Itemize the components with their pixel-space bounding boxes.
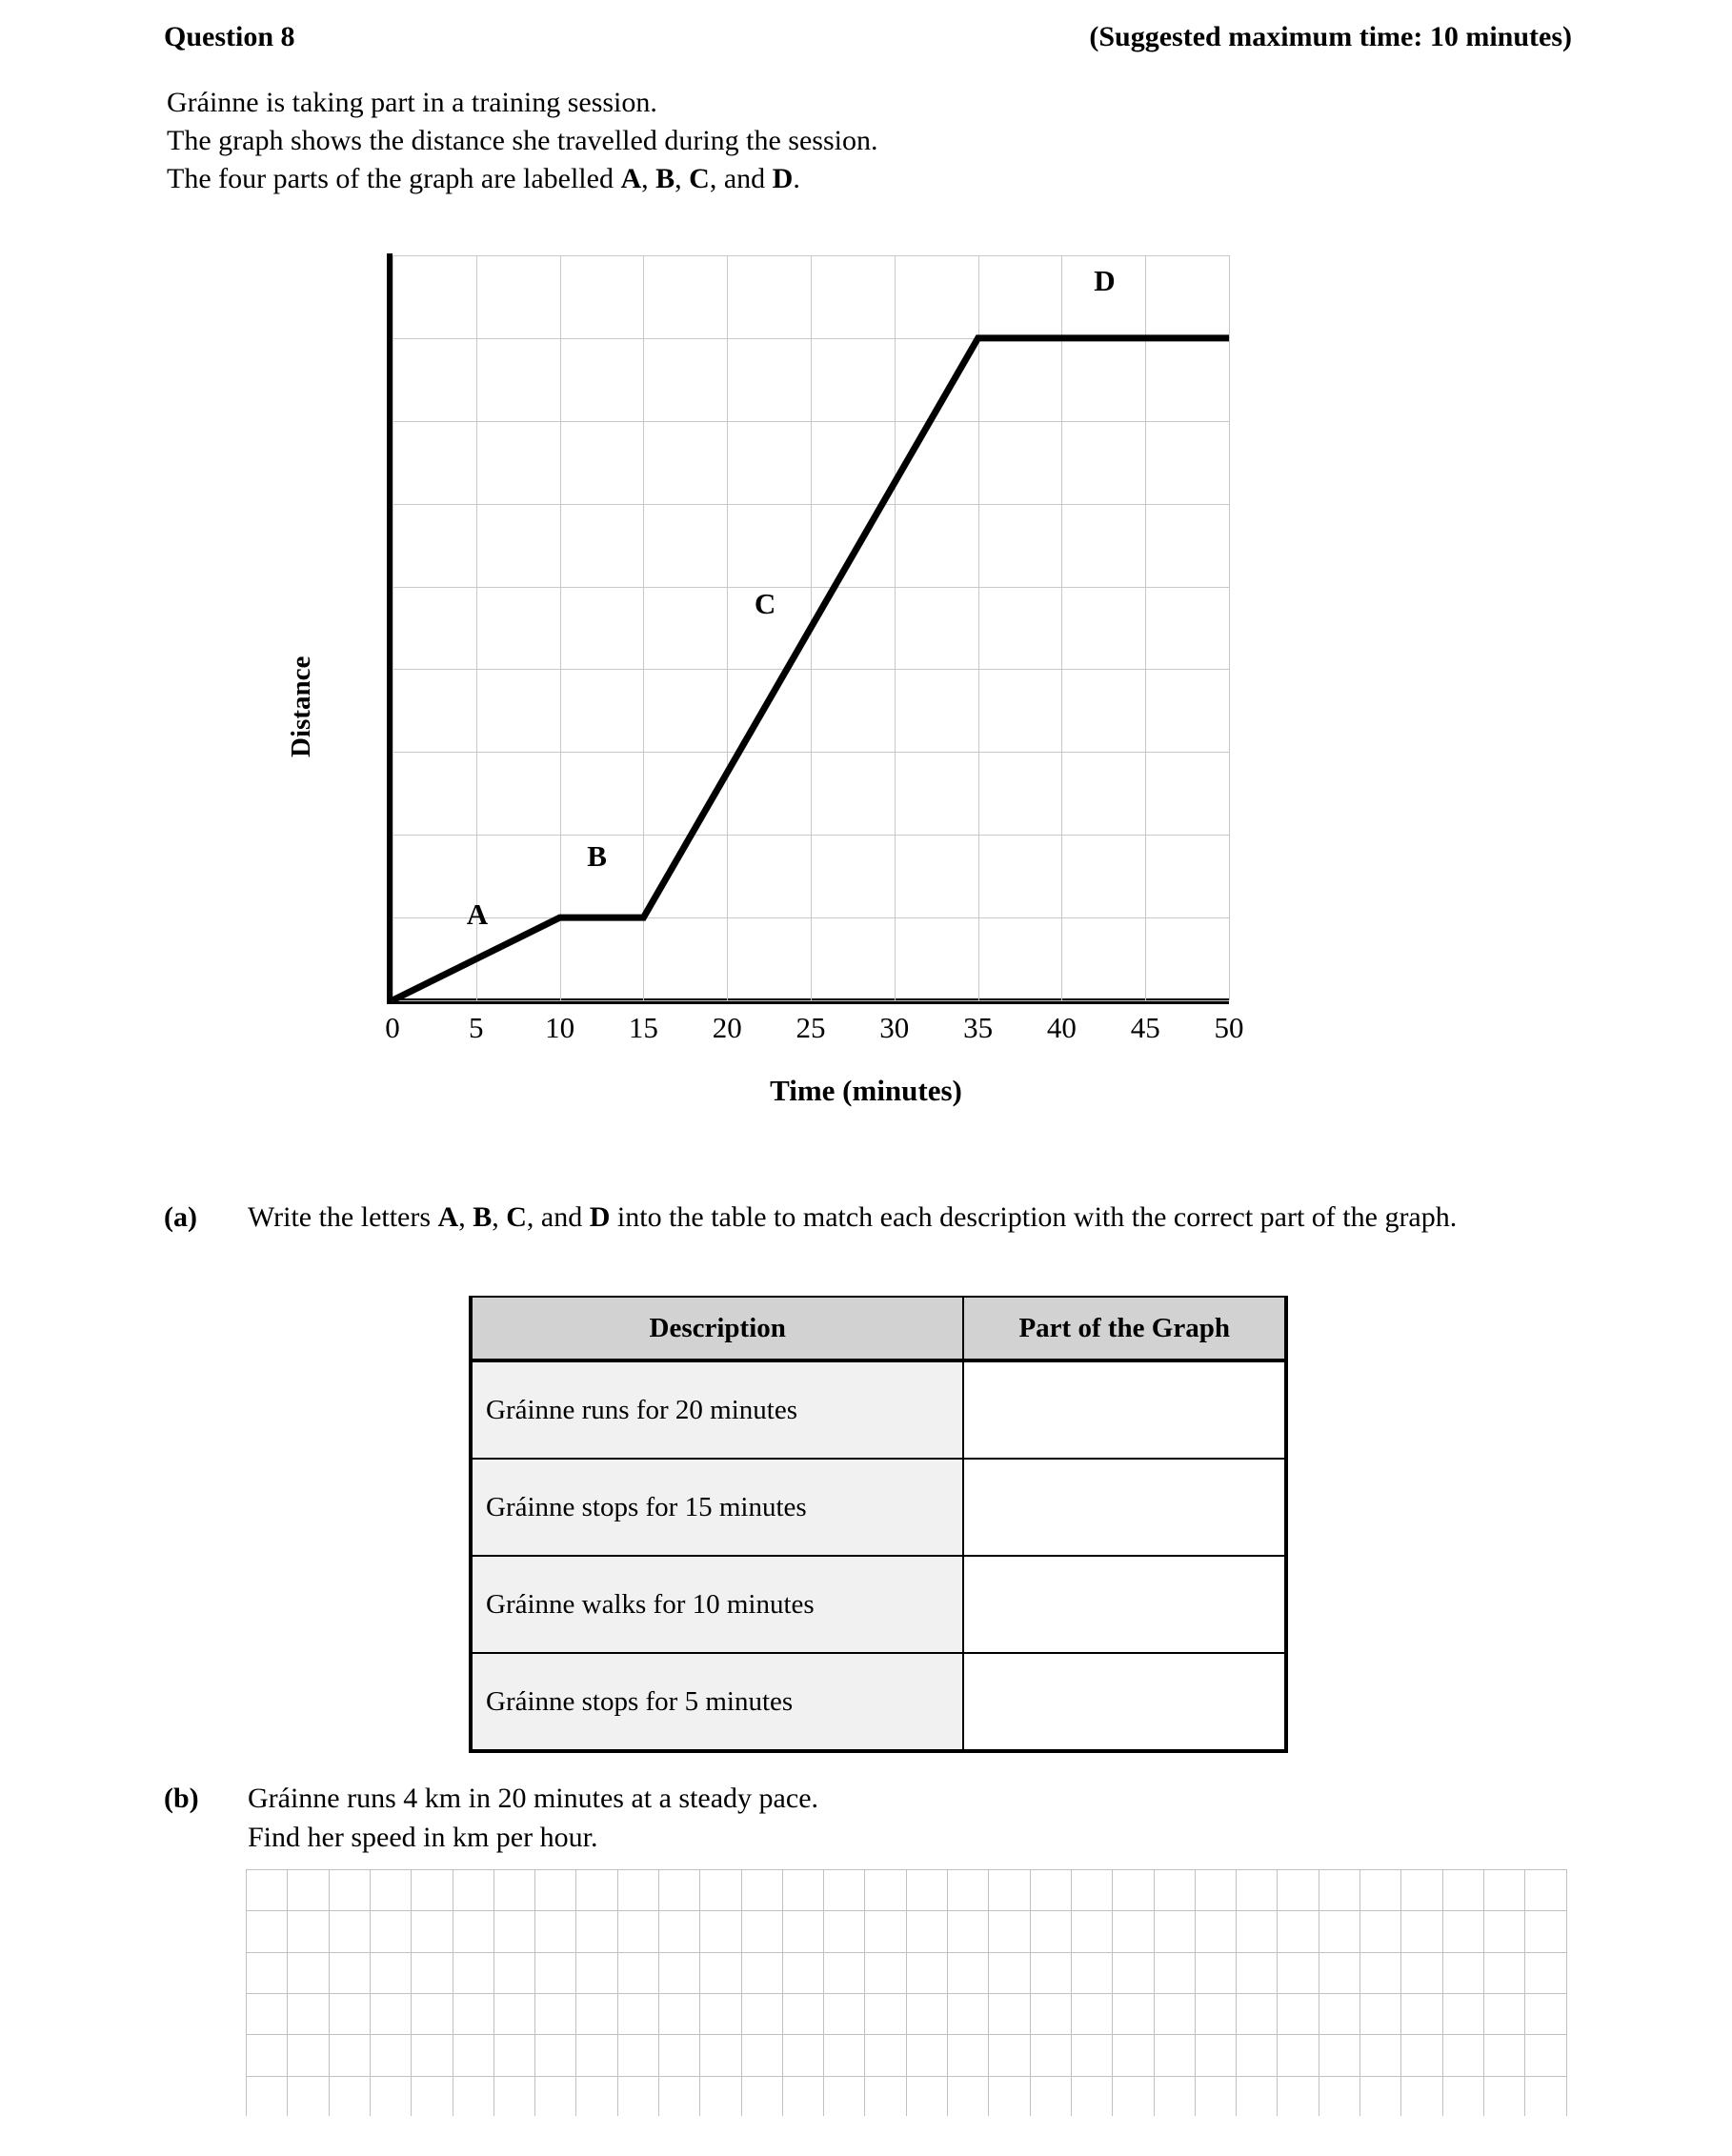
sep-1: , xyxy=(641,162,656,194)
part-a-label: (a) xyxy=(164,1201,197,1233)
answer-grid-line-horizontal xyxy=(246,1910,1567,1911)
question-number: Question 8 xyxy=(164,21,295,52)
x-tick-label: 15 xyxy=(628,1011,658,1044)
label-a-inline: A xyxy=(620,162,642,194)
segment-label-b: B xyxy=(587,839,607,874)
sep-2: , xyxy=(675,162,690,194)
y-axis-title: Distance xyxy=(286,655,316,757)
x-tick-label: 50 xyxy=(1214,1011,1244,1044)
label-d-inline: D xyxy=(772,162,794,194)
answer-working-grid[interactable] xyxy=(246,1869,1567,2116)
x-axis-title: Time (minutes) xyxy=(770,1074,962,1107)
x-tick-label: 40 xyxy=(1046,1011,1077,1044)
answer-cell[interactable] xyxy=(963,1360,1286,1459)
part-a-sep-3: , and xyxy=(526,1201,590,1233)
description-match-table xyxy=(469,1296,1288,1753)
answer-cell[interactable] xyxy=(963,1459,1286,1556)
distance-curve xyxy=(393,255,1229,1000)
x-tick-label: 20 xyxy=(712,1011,742,1044)
segment-label-a: A xyxy=(466,897,489,932)
sep-3: , and xyxy=(709,162,773,194)
question-header xyxy=(164,21,1572,53)
column-header-description: Description xyxy=(471,1297,963,1360)
x-tick-label: 5 xyxy=(469,1011,484,1044)
label-c-inline: C xyxy=(689,162,710,194)
answer-cell[interactable] xyxy=(963,1653,1286,1751)
part-b-line-2: Find her speed in km per hour. xyxy=(248,1821,598,1853)
gridline-vertical xyxy=(1229,255,1230,1000)
column-header-part-of-graph: Part of the Graph xyxy=(963,1297,1286,1360)
part-a-letter-b: B xyxy=(473,1201,493,1233)
answer-grid-line-horizontal xyxy=(246,1952,1567,1953)
segment-label-c: C xyxy=(754,587,776,621)
plot-area xyxy=(393,255,1229,1000)
part-a-text-post: into the table to match each description with the correct part of the graph. xyxy=(610,1201,1458,1233)
answer-grid-line-horizontal xyxy=(246,2076,1567,2077)
sep-end: . xyxy=(793,162,800,194)
part-a-text-pre: Write the letters xyxy=(248,1201,438,1233)
part-b-text xyxy=(248,1780,1574,1857)
part-b-line-1: Gráinne runs 4 km in 20 minutes at a steady pace. xyxy=(248,1783,819,1814)
intro-line-1: Gráinne is taking part in a training session. xyxy=(167,87,657,118)
intro-line-2: The graph shows the distance she travelled during the session. xyxy=(167,124,878,156)
x-tick-label: 0 xyxy=(385,1011,400,1044)
x-tick-label: 30 xyxy=(879,1011,910,1044)
description-cell: Gráinne walks for 10 minutes xyxy=(471,1556,963,1653)
table-row xyxy=(471,1459,1286,1556)
curve-polyline xyxy=(393,338,1229,1000)
intro-line-3 xyxy=(167,160,877,198)
description-cell: Gráinne stops for 5 minutes xyxy=(471,1653,963,1751)
part-a-letter-a: A xyxy=(437,1201,459,1233)
suggested-time: (Suggested maximum time: 10 minutes) xyxy=(1089,21,1572,52)
part-a-letter-d: D xyxy=(589,1201,611,1233)
answer-grid-line-horizontal xyxy=(246,1993,1567,1994)
distance-time-graph xyxy=(0,243,1732,1119)
gridline-horizontal xyxy=(393,1000,1229,1001)
answer-grid-line-horizontal xyxy=(246,1869,1567,1870)
part-a-sep-1: , xyxy=(458,1201,473,1233)
intro-text xyxy=(167,84,877,198)
part-a xyxy=(164,1199,1574,1238)
description-cell: Gráinne runs for 20 minutes xyxy=(471,1360,963,1459)
table-row xyxy=(471,1556,1286,1653)
answer-cell[interactable] xyxy=(963,1556,1286,1653)
intro-line-3-pre: The four parts of the graph are labelled xyxy=(167,162,621,194)
part-b xyxy=(164,1780,1574,1857)
x-axis-ticks xyxy=(385,1011,1244,1051)
x-tick-label: 35 xyxy=(963,1011,994,1044)
description-cell: Gráinne stops for 15 minutes xyxy=(471,1459,963,1556)
part-a-instruction xyxy=(248,1199,1574,1238)
table-row xyxy=(471,1360,1286,1459)
segment-label-d: D xyxy=(1094,264,1116,298)
label-b-inline: B xyxy=(655,162,675,194)
answer-grid-line-horizontal xyxy=(246,2034,1567,2035)
part-b-label: (b) xyxy=(164,1783,199,1814)
table-row xyxy=(471,1653,1286,1751)
table-header-row xyxy=(471,1297,1286,1360)
x-tick-label: 45 xyxy=(1130,1011,1160,1044)
x-tick-label: 25 xyxy=(796,1011,826,1044)
table-body xyxy=(471,1360,1286,1751)
x-tick-label: 10 xyxy=(545,1011,575,1044)
part-a-letter-c: C xyxy=(506,1201,527,1233)
part-a-sep-2: , xyxy=(492,1201,507,1233)
